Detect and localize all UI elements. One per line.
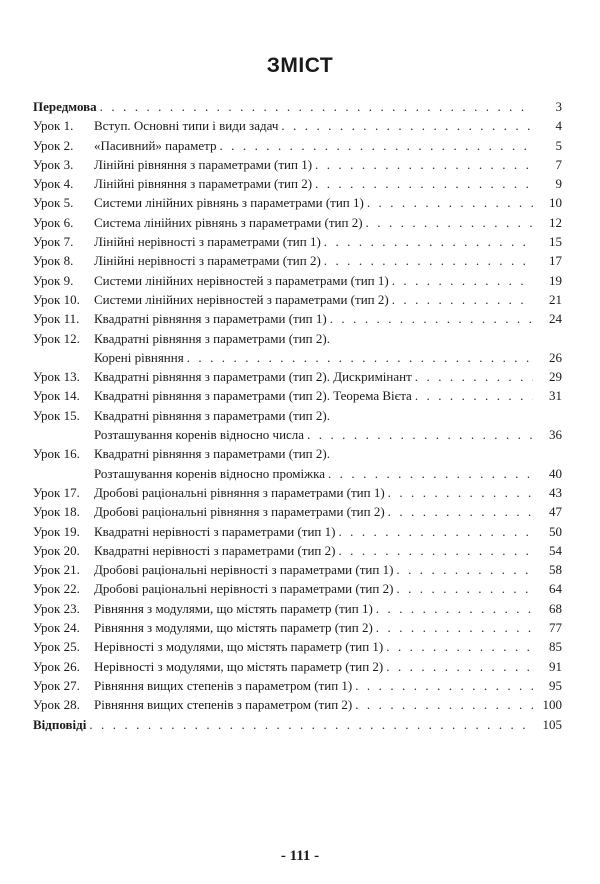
toc-entry xyxy=(33,367,562,386)
toc-entry-label xyxy=(33,136,216,155)
toc-page-number: 91 xyxy=(549,658,562,674)
toc-entry xyxy=(33,560,562,579)
toc-page-number: 40 xyxy=(549,465,562,481)
toc-entry-title: Рівняння вищих степенів з параметром (тип 2) xyxy=(94,697,353,713)
toc-entry-label xyxy=(33,541,335,560)
toc-page-number: 3 xyxy=(555,99,562,114)
toc-lesson-number: Урок 25. xyxy=(33,639,80,655)
toc-leader-dots xyxy=(338,541,533,560)
toc-entry-label xyxy=(33,251,321,270)
toc-lesson-number: Урок 5. xyxy=(33,195,74,211)
toc-entry-continuation xyxy=(33,348,562,367)
toc-page-number: 29 xyxy=(549,369,562,385)
toc-entry xyxy=(33,618,562,637)
toc-lesson-number: Урок 11. xyxy=(33,311,80,327)
toc-leader-dots xyxy=(219,136,533,155)
toc-page-number: 58 xyxy=(549,562,562,578)
toc-entry-label xyxy=(33,483,385,502)
toc-entry-title: Квадратні рівняння з параметрами (тип 2). Теорема Вієта xyxy=(94,388,412,404)
toc-entry-title: Рівняння з модулями, що містять параметр (тип 2) xyxy=(94,620,373,636)
toc-lesson-number: Урок 21. xyxy=(33,562,80,578)
toc-leader-dots xyxy=(307,425,533,444)
toc-entry xyxy=(33,193,562,212)
toc-page-number: 24 xyxy=(549,311,562,327)
toc-entry-title: Система лінійних рівнянь з параметрами (тип 2) xyxy=(94,214,363,230)
toc-page-number: 105 xyxy=(542,716,562,732)
toc-entry xyxy=(33,136,562,155)
toc-entry-title: «Пасивний» параметр xyxy=(94,137,217,153)
toc-leader-dots xyxy=(89,715,533,734)
toc-leader-dots xyxy=(328,464,533,483)
toc-page-number: 36 xyxy=(549,427,562,443)
toc-page-number: 95 xyxy=(549,677,562,693)
toc-entry xyxy=(33,174,562,193)
toc-entry-label xyxy=(33,155,312,174)
toc-entry-label xyxy=(33,695,352,714)
toc-entry xyxy=(33,715,562,734)
toc-entry-title: Дробові раціональні рівняння з параметрами (тип 2) xyxy=(94,504,385,520)
toc-lesson-number: Урок 3. xyxy=(33,156,74,172)
toc-page-number: 17 xyxy=(549,253,562,269)
toc-page-number: 77 xyxy=(549,620,562,636)
toc-page-number: 68 xyxy=(549,600,562,616)
toc-lesson-number: Урок 23. xyxy=(33,600,80,616)
toc-entry-label xyxy=(33,676,352,695)
toc-entry-label xyxy=(33,715,86,734)
toc-lesson-number: Урок 17. xyxy=(33,484,80,500)
toc-entry-label xyxy=(33,290,389,309)
toc-entry-title: Системи лінійних рівнянь з параметрами (тип 1) xyxy=(94,195,364,211)
toc-entry-title: Дробові раціональні нерівності з параметрами (тип 2) xyxy=(94,581,394,597)
toc-page-number: 31 xyxy=(549,388,562,404)
toc-leader-dots xyxy=(386,657,533,676)
table-of-contents xyxy=(33,97,562,734)
toc-entry xyxy=(33,155,562,174)
toc-entry-title: Квадратні рівняння з параметрами (тип 2). xyxy=(94,330,330,346)
toc-entry xyxy=(33,637,562,656)
toc-entry-title: Квадратні рівняння з параметрами (тип 2). xyxy=(94,446,330,462)
toc-entry xyxy=(33,676,562,695)
toc-leader-dots xyxy=(388,502,533,521)
toc-leader-dots xyxy=(315,155,533,174)
toc-entry-title: Вступ. Основні типи і види задач xyxy=(94,118,279,134)
toc-lesson-number: Урок 8. xyxy=(33,253,74,269)
toc-page-number: 26 xyxy=(549,349,562,365)
toc-entry-label xyxy=(33,213,363,232)
toc-entry-title: Лінійні рівняння з параметрами (тип 1) xyxy=(94,156,313,172)
toc-lesson-number: Урок 6. xyxy=(33,214,74,230)
toc-entry-continuation xyxy=(33,464,562,483)
toc-entry xyxy=(33,251,562,270)
toc-lesson-number: Урок 24. xyxy=(33,620,80,636)
toc-lesson-number: Урок 9. xyxy=(33,272,74,288)
toc-entry xyxy=(33,116,562,135)
toc-entry-title: Лінійні рівняння з параметрами (тип 2) xyxy=(94,176,313,192)
toc-page-number: 50 xyxy=(549,523,562,539)
toc-lesson-number: Урок 26. xyxy=(33,658,80,674)
toc-leader-dots xyxy=(315,174,533,193)
toc-lesson-number: Урок 18. xyxy=(33,504,80,520)
toc-leader-dots xyxy=(376,618,533,637)
toc-entry-title: Дробові раціональні рівняння з параметрами (тип 1) xyxy=(94,484,385,500)
toc-entry-title: Системи лінійних нерівностей з параметрами (тип 1) xyxy=(94,272,389,288)
toc-page-number: 64 xyxy=(549,581,562,597)
toc-entry-label xyxy=(33,502,385,521)
toc-entry-label xyxy=(33,579,393,598)
toc-entry xyxy=(33,329,562,348)
toc-entry-title: Рівняння з модулями, що містять параметр (тип 1) xyxy=(94,600,373,616)
toc-lesson-number: Урок 4. xyxy=(33,176,74,192)
toc-entry-continuation xyxy=(33,425,562,444)
toc-entry-label xyxy=(33,329,330,348)
toc-page-number: 10 xyxy=(549,195,562,211)
toc-entry-label xyxy=(33,386,412,405)
toc-page-number: 5 xyxy=(555,137,562,153)
toc-entry xyxy=(33,695,562,714)
toc-leader-dots xyxy=(376,599,533,618)
page-number: - 111 - xyxy=(280,848,320,864)
toc-entry-label xyxy=(33,309,327,328)
toc-lesson-number: Урок 7. xyxy=(33,234,74,250)
toc-entry-title: Передмова xyxy=(33,99,97,114)
toc-lesson-number: Урок 28. xyxy=(33,697,80,713)
toc-leader-dots xyxy=(281,116,533,135)
toc-entry-label xyxy=(33,522,335,541)
toc-entry xyxy=(33,386,562,405)
toc-entry xyxy=(33,290,562,309)
toc-page-number: 9 xyxy=(555,176,562,192)
toc-entry-title: Дробові раціональні нерівності з параметрами (тип 1) xyxy=(94,562,394,578)
toc-page-number: 54 xyxy=(549,542,562,558)
toc-entry-title: Відповіді xyxy=(33,716,87,732)
toc-page-number: 15 xyxy=(549,234,562,250)
toc-entry xyxy=(33,444,562,463)
toc-entry-title: Лінійні нерівності з параметрами (тип 1) xyxy=(94,234,321,250)
toc-page-number: 19 xyxy=(549,272,562,288)
toc-lesson-number: Урок 27. xyxy=(33,677,80,693)
toc-entry-title: Квадратні рівняння з параметрами (тип 2). xyxy=(94,407,330,423)
toc-entry-subtitle: Корені рівняння xyxy=(94,349,184,365)
toc-entry xyxy=(33,406,562,425)
toc-leader-dots xyxy=(338,522,533,541)
toc-entry-title: Квадратні рівняння з параметрами (тип 1) xyxy=(94,311,327,327)
toc-leader-dots xyxy=(324,232,533,251)
toc-leader-dots xyxy=(367,193,533,212)
toc-entry-label xyxy=(33,599,373,618)
toc-lesson-number: Урок 16. xyxy=(33,446,80,462)
toc-entry-label xyxy=(33,657,383,676)
toc-entry xyxy=(33,232,562,251)
toc-page-number: 21 xyxy=(549,291,562,307)
toc-entry-title: Нерівності з модулями, що містять параметр (тип 2) xyxy=(94,658,384,674)
toc-page-number: 4 xyxy=(555,118,562,134)
toc-entry xyxy=(33,271,562,290)
toc-entry xyxy=(33,579,562,598)
toc-entry xyxy=(33,657,562,676)
toc-entry-label xyxy=(33,97,97,116)
toc-leader-dots xyxy=(366,213,533,232)
toc-entry-title: Квадратні рівняння з параметрами (тип 2). Дискримінант xyxy=(94,369,412,385)
toc-page-number: 7 xyxy=(555,156,562,172)
toc-lesson-number: Урок 13. xyxy=(33,369,80,385)
toc-entry-label xyxy=(33,232,321,251)
toc-entry xyxy=(33,483,562,502)
toc-leader-dots xyxy=(396,560,533,579)
toc-leader-dots xyxy=(415,367,533,386)
toc-lesson-number: Урок 19. xyxy=(33,523,80,539)
toc-leader-dots xyxy=(392,271,533,290)
toc-entry xyxy=(33,599,562,618)
toc-entry-label xyxy=(33,444,330,463)
toc-leader-dots xyxy=(415,386,533,405)
toc-entry-title: Квадратні нерівності з параметрами (тип 1) xyxy=(94,523,336,539)
toc-leader-dots xyxy=(324,251,533,270)
toc-lesson-number: Урок 2. xyxy=(33,137,74,153)
toc-entry-label xyxy=(33,406,330,425)
toc-entry-title: Нерівності з модулями, що містять параметр (тип 1) xyxy=(94,639,384,655)
toc-leader-dots xyxy=(187,348,533,367)
toc-lesson-number: Урок 1. xyxy=(33,118,74,134)
toc-entry-label xyxy=(33,637,383,656)
toc-entry xyxy=(33,502,562,521)
toc-entry-title: Квадратні нерівності з параметрами (тип 2) xyxy=(94,542,336,558)
toc-entry xyxy=(33,213,562,232)
toc-leader-dots xyxy=(392,290,533,309)
toc-leader-dots xyxy=(396,579,533,598)
toc-entry-label xyxy=(33,367,412,386)
toc-page-number: 47 xyxy=(549,504,562,520)
toc-lesson-number: Урок 20. xyxy=(33,542,80,558)
page-title: ЗМІСТ xyxy=(266,54,334,77)
toc-leader-dots xyxy=(355,676,533,695)
toc-entry-label xyxy=(33,271,389,290)
toc-leader-dots xyxy=(100,97,533,116)
toc-leader-dots xyxy=(386,637,533,656)
toc-entry xyxy=(33,309,562,328)
toc-entry-subtitle: Розташування коренів відносно проміжка xyxy=(94,465,325,481)
toc-entry-subtitle: Розташування коренів відносно числа xyxy=(94,427,305,443)
toc-page-number: 12 xyxy=(549,214,562,230)
toc-entry xyxy=(33,541,562,560)
toc-entry-label xyxy=(33,116,278,135)
toc-entry-title: Рівняння вищих степенів з параметром (тип 1) xyxy=(94,677,353,693)
toc-entry-label xyxy=(33,560,393,579)
toc-entry xyxy=(33,522,562,541)
toc-entry-title: Системи лінійних нерівностей з параметрами (тип 2) xyxy=(94,291,389,307)
toc-lesson-number: Урок 15. xyxy=(33,407,80,423)
toc-entry-title: Лінійні нерівності з параметрами (тип 2) xyxy=(94,253,321,269)
toc-page-number: 85 xyxy=(549,639,562,655)
toc-leader-dots xyxy=(355,695,533,714)
toc-lesson-number: Урок 12. xyxy=(33,330,80,346)
toc-page-number: 100 xyxy=(542,697,562,713)
toc-leader-dots xyxy=(330,309,533,328)
toc-lesson-number: Урок 22. xyxy=(33,581,80,597)
toc-page-number: 43 xyxy=(549,484,562,500)
toc-lesson-number: Урок 14. xyxy=(33,388,80,404)
toc-lesson-number: Урок 10. xyxy=(33,291,80,307)
toc-entry xyxy=(33,97,562,116)
toc-entry-label xyxy=(33,193,364,212)
toc-leader-dots xyxy=(388,483,533,502)
toc-entry-label xyxy=(33,174,312,193)
toc-entry-label xyxy=(33,618,373,637)
